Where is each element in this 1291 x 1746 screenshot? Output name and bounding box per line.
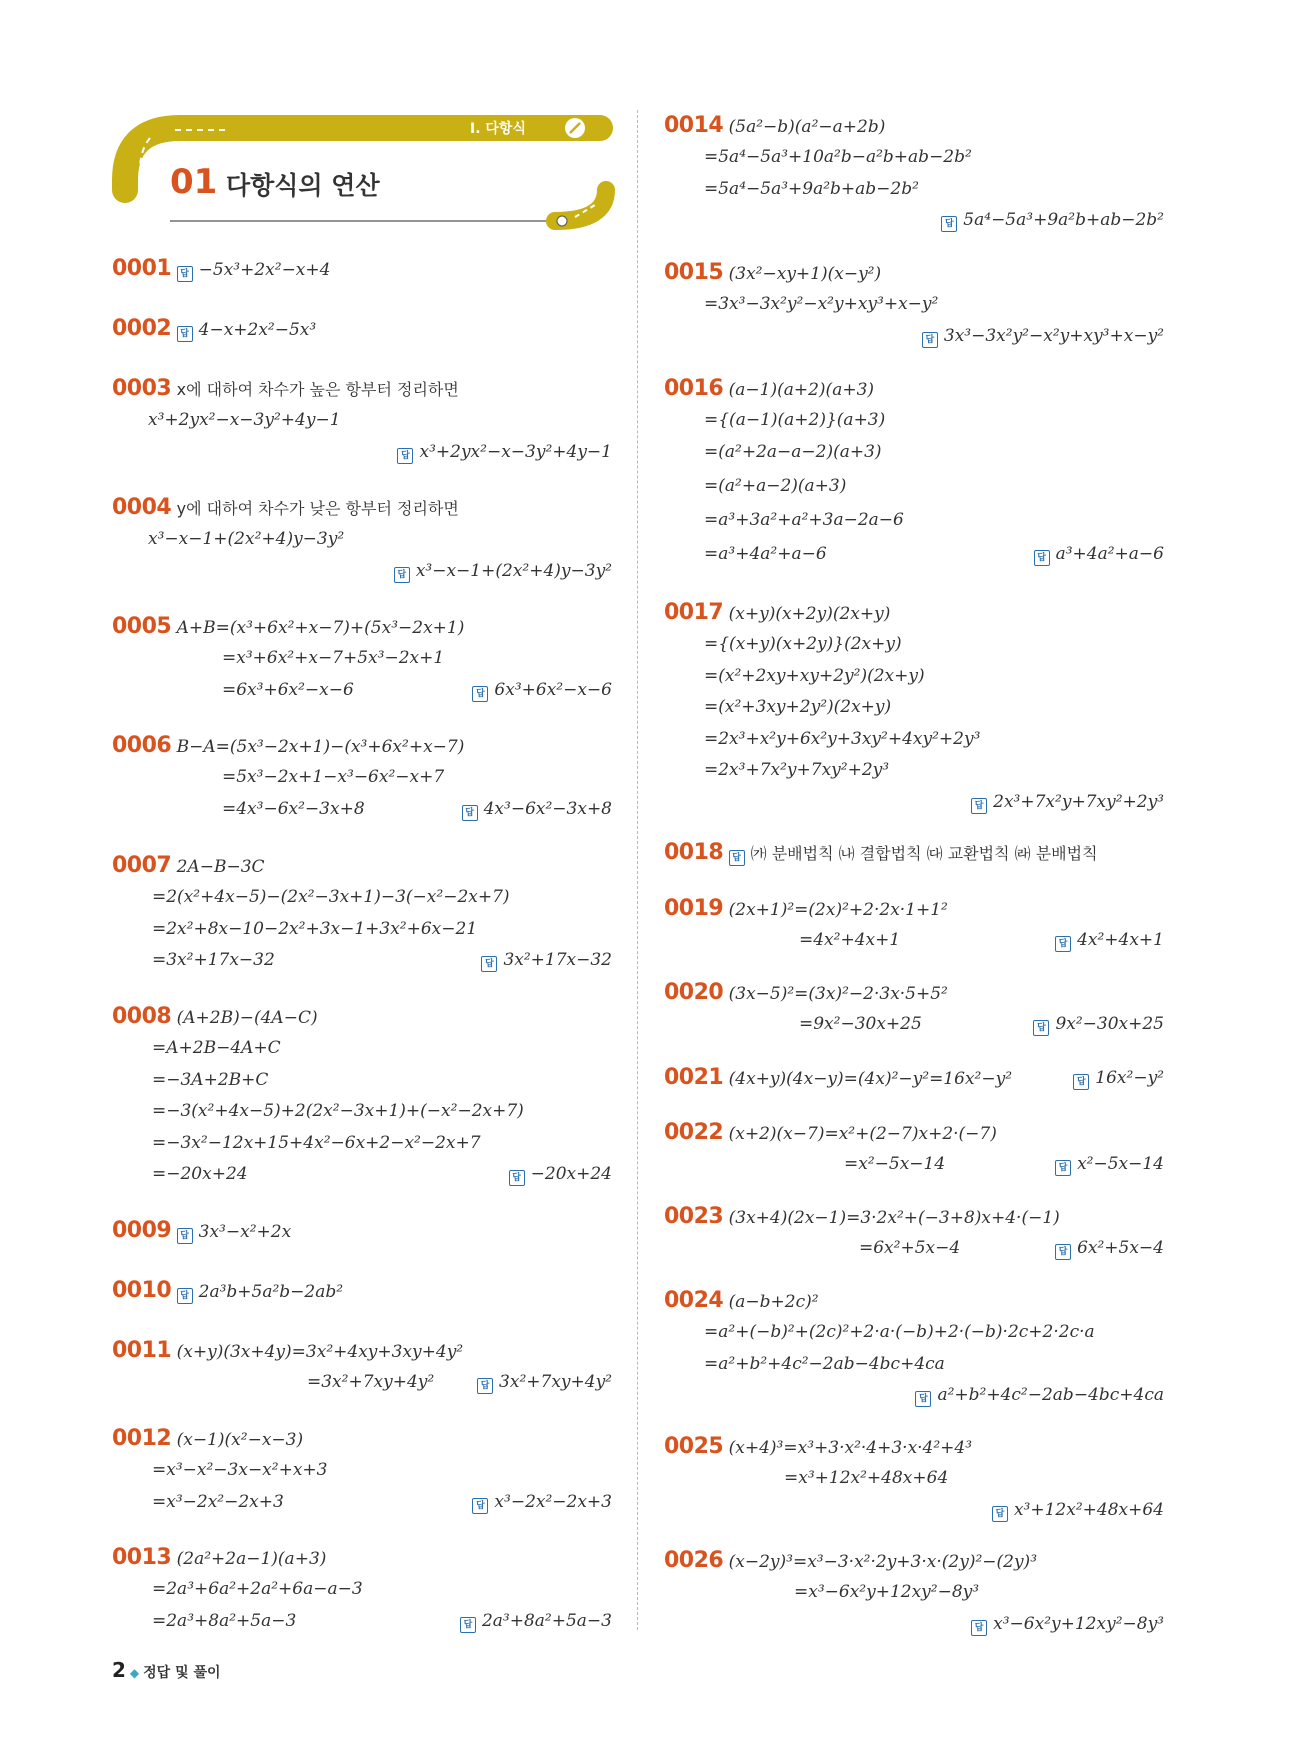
answer: a³+4a²+a−6 xyxy=(1055,544,1164,564)
solution-line: =5x³−2x+1−x³−6x²−x+7 xyxy=(222,767,445,787)
answer-mark-icon: 답 xyxy=(397,448,413,464)
solution-line: (x+4)³=x³+3·x²·4+3·x·4²+4³ xyxy=(728,1438,973,1458)
answer: 3x³−3x²y²−x²y+xy³+x−y² xyxy=(943,326,1164,346)
problem-number: 0010 xyxy=(112,1278,172,1303)
answer-mark-icon: 답 xyxy=(177,1288,193,1304)
answer-mark-icon: 답 xyxy=(941,216,957,232)
solution-line: (a−b+2c)² xyxy=(728,1292,819,1312)
answer: 2a³b+5a²b−2ab² xyxy=(198,1282,344,1302)
solution-line: =x³+6x²+x−7+5x³−2x+1 xyxy=(222,648,445,668)
answer-mark-icon: 답 xyxy=(509,1170,525,1186)
solution-line: =6x³+6x²−x−6 xyxy=(222,680,354,700)
problem-number: 0019 xyxy=(664,896,724,921)
solution-line: (x−1)(x²−x−3) xyxy=(176,1430,304,1450)
footer-label: 정답 및 풀이 xyxy=(143,1665,221,1681)
solution-line: =2a³+8a²+5a−3 xyxy=(152,1611,297,1631)
answer: 2x³+7x²y+7xy²+2y³ xyxy=(993,792,1164,812)
solution-line: =−3x²−12x+15+4x²−6x+2−x²−2x+7 xyxy=(152,1133,481,1153)
problem-number: 0014 xyxy=(664,113,724,138)
solution-line: =(a²+a−2)(a+3) xyxy=(704,476,847,496)
solution-line: =4x³−6x²−3x+8 xyxy=(222,799,365,819)
solution-line: (x+2)(x−7)=x²+(2−7)x+2·(−7) xyxy=(728,1124,997,1144)
answer: x³+2yx²−x−3y²+4y−1 xyxy=(419,442,612,462)
answer-mark-icon: 답 xyxy=(915,1391,931,1407)
problem-number: 0021 xyxy=(664,1065,724,1090)
answer-mark-icon: 답 xyxy=(992,1506,1008,1522)
problem-number: 0012 xyxy=(112,1426,172,1451)
answer: 4x²+4x+1 xyxy=(1077,930,1164,950)
chapter-number: 01 xyxy=(170,162,218,202)
solution-line: =x²−5x−14 xyxy=(844,1154,946,1174)
answer: 5a⁴−5a³+9a²b+ab−2b² xyxy=(963,210,1164,230)
problem-number: 0023 xyxy=(664,1204,724,1229)
answer-mark-icon: 답 xyxy=(394,567,410,583)
answer: −5x³+2x²−x+4 xyxy=(198,260,331,280)
chapter-title: 다항식의 연산 xyxy=(226,171,380,200)
answer-mark-icon: 답 xyxy=(922,332,938,348)
answer-mark-icon: 답 xyxy=(1033,1020,1049,1036)
answer: 16x²−y² xyxy=(1095,1068,1164,1088)
solution-line: x³−x−1+(2x²+4)y−3y² xyxy=(148,529,345,549)
solution-line: ㈎ 분배법칙 ㈏ 결합법칙 ㈐ 교환법칙 ㈑ 분배법칙 xyxy=(750,844,1098,863)
solution-line: =a³+4a²+a−6 xyxy=(704,544,827,564)
solution-line: 2A−B−3C xyxy=(176,857,265,877)
solution-line: (A+2B)−(4A−C) xyxy=(176,1008,318,1028)
answer: 6x³+6x²−x−6 xyxy=(494,680,612,700)
solution-line: =−3(x²+4x−5)+2(2x²−3x+1)+(−x²−2x+7) xyxy=(152,1101,524,1121)
solution-line: (3x+4)(2x−1)=3·2x²+(−3+8)x+4·(−1) xyxy=(728,1208,1060,1228)
solution-line: =a³+3a²+a²+3a−2a−6 xyxy=(704,510,904,530)
answer-mark-icon: 답 xyxy=(1055,936,1071,952)
solution-line: y에 대하여 차수가 낮은 항부터 정리하면 xyxy=(176,499,459,518)
answer: 3x³−x²+2x xyxy=(198,1222,292,1242)
solution-line: =x³−6x²y+12xy²−8y³ xyxy=(794,1582,980,1602)
answer-mark-icon: 답 xyxy=(462,805,478,821)
solution-line: ={(x+y)(x+2y)}(2x+y) xyxy=(704,634,902,654)
answer-mark-icon: 답 xyxy=(477,1378,493,1394)
solution-line: =(x²+2xy+xy+2y²)(2x+y) xyxy=(704,666,925,686)
solution-line: x에 대하여 차수가 높은 항부터 정리하면 xyxy=(176,380,459,399)
problem-number: 0018 xyxy=(664,840,724,865)
answer-mark-icon: 답 xyxy=(177,1228,193,1244)
solution-line: B−A=(5x³−2x+1)−(x³+6x²+x−7) xyxy=(176,737,465,757)
answer: x³−2x²−2x+3 xyxy=(494,1492,612,1512)
answer-mark-icon: 답 xyxy=(1073,1074,1089,1090)
answer-mark-icon: 답 xyxy=(1055,1244,1071,1260)
solution-line: =4x²+4x+1 xyxy=(799,930,901,950)
problem-number: 0003 xyxy=(112,376,172,401)
problem-number: 0005 xyxy=(112,614,172,639)
solution-line: =x³−2x²−2x+3 xyxy=(152,1492,284,1512)
answer: 6x²+5x−4 xyxy=(1077,1238,1164,1258)
answer: x³−6x²y+12xy²−8y³ xyxy=(993,1614,1164,1634)
section-label: Ⅰ. 다항식 xyxy=(470,121,526,137)
answer-mark-icon: 답 xyxy=(472,686,488,702)
answer-mark-icon: 답 xyxy=(481,956,497,972)
answer-mark-icon: 답 xyxy=(1034,550,1050,566)
problem-number: 0013 xyxy=(112,1545,172,1570)
answer: 9x²−30x+25 xyxy=(1055,1014,1164,1034)
solution-line: =5a⁴−5a³+10a²b−a²b+ab−2b² xyxy=(704,147,972,167)
solution-line: =6x²+5x−4 xyxy=(859,1238,961,1258)
problem-number: 0011 xyxy=(112,1338,172,1363)
answer: 2a³+8a²+5a−3 xyxy=(481,1611,612,1631)
solution-line: =−3A+2B+C xyxy=(152,1070,269,1090)
solution-line: =2x³+7x²y+7xy²+2y³ xyxy=(704,760,890,780)
answer: 3x²+7xy+4y² xyxy=(499,1372,612,1392)
answer-mark-icon: 답 xyxy=(729,850,745,866)
answer-mark-icon: 답 xyxy=(177,326,193,342)
problem-number: 0016 xyxy=(664,376,724,401)
solution-line: =3x²+17x−32 xyxy=(152,950,275,970)
problem-number: 0002 xyxy=(112,316,172,341)
solution-line: =x³+12x²+48x+64 xyxy=(784,1468,949,1488)
solution-line: x³+2yx²−x−3y²+4y−1 xyxy=(148,410,341,430)
problem-number: 0020 xyxy=(664,980,724,1005)
answer: x²−5x−14 xyxy=(1077,1154,1164,1174)
solution-line: A+B=(x³+6x²+x−7)+(5x³−2x+1) xyxy=(176,618,465,638)
solution-line: (3x²−xy+1)(x−y²) xyxy=(728,264,882,284)
solution-line: =3x³−3x²y²−x²y+xy³+x−y² xyxy=(704,294,939,314)
solution-line: =a²+b²+4c²−2ab−4bc+4ca xyxy=(704,1354,945,1374)
solution-line: =2x³+x²y+6x²y+3xy²+4xy²+2y³ xyxy=(704,729,981,749)
page-number: 2 xyxy=(112,1658,126,1682)
answer-mark-icon: 답 xyxy=(460,1617,476,1633)
solution-line: (2a²+2a−1)(a+3) xyxy=(176,1549,327,1569)
page-footer xyxy=(112,1658,221,1682)
solution-line: =(a²+2a−a−2)(a+3) xyxy=(704,442,882,462)
solution-line: (5a²−b)(a²−a+2b) xyxy=(728,117,886,137)
problem-number: 0024 xyxy=(664,1288,724,1313)
solution-line: =A+2B−4A+C xyxy=(152,1038,281,1058)
problem-number: 0025 xyxy=(664,1434,724,1459)
problem-number: 0001 xyxy=(112,256,172,281)
answer: x³+12x²+48x+64 xyxy=(1013,1500,1164,1520)
problem-number: 0008 xyxy=(112,1004,172,1029)
solution-line: (a−1)(a+2)(a+3) xyxy=(728,380,875,400)
solution-line: (x+y)(x+2y)(2x+y) xyxy=(728,604,891,624)
answer-mark-icon: 답 xyxy=(1055,1160,1071,1176)
answer: −20x+24 xyxy=(530,1164,612,1184)
solution-line: =3x²+7xy+4y² xyxy=(307,1372,435,1392)
answer-mark-icon: 답 xyxy=(971,798,987,814)
solution-line: =x³−x²−3x−x²+x+3 xyxy=(152,1460,328,1480)
problem-number: 0017 xyxy=(664,600,724,625)
solution-line: ={(a−1)(a+2)}(a+3) xyxy=(704,410,886,430)
solution-line: (x−2y)³=x³−3·x²·2y+3·x·(2y)²−(2y)³ xyxy=(728,1552,1038,1572)
answer: 3x²+17x−32 xyxy=(503,950,612,970)
problem-number: 0004 xyxy=(112,495,172,520)
solution-line: (3x−5)²=(3x)²−2·3x·5+5² xyxy=(728,984,948,1004)
solution-line: =2(x²+4x−5)−(2x²−3x+1)−3(−x²−2x+7) xyxy=(152,887,510,907)
answer-mark-icon: 답 xyxy=(472,1498,488,1514)
answer: 4x³−6x²−3x+8 xyxy=(483,799,612,819)
answer: 4−x+2x²−5x³ xyxy=(198,320,317,340)
answer-mark-icon: 답 xyxy=(177,266,193,282)
chapter-header-graphic xyxy=(0,0,640,240)
solution-line: =2a³+6a²+2a²+6a−a−3 xyxy=(152,1579,363,1599)
problem-number: 0015 xyxy=(664,260,724,285)
problem-number: 0026 xyxy=(664,1548,724,1573)
problem-number: 0007 xyxy=(112,853,172,878)
answer: a²+b²+4c²−2ab−4bc+4ca xyxy=(937,1385,1164,1405)
solution-line: =(x²+3xy+2y²)(2x+y) xyxy=(704,697,892,717)
solution-line: =5a⁴−5a³+9a²b+ab−2b² xyxy=(704,179,919,199)
problem-number: 0009 xyxy=(112,1218,172,1243)
solution-line: =9x²−30x+25 xyxy=(799,1014,922,1034)
solution-line: =a²+(−b)²+(2c)²+2·a·(−b)+2·(−b)·2c+2·2c·a xyxy=(704,1322,1095,1342)
answer: x³−x−1+(2x²+4)y−3y² xyxy=(415,561,612,581)
solution-line: (2x+1)²=(2x)²+2·2x·1+1² xyxy=(728,900,948,920)
column-divider xyxy=(637,110,638,1630)
problem-number: 0022 xyxy=(664,1120,724,1145)
solution-line: (4x+y)(4x−y)=(4x)²−y²=16x²−y² xyxy=(728,1069,1013,1089)
diamond-icon: ◆ xyxy=(129,1666,140,1680)
problem-number: 0006 xyxy=(112,733,172,758)
solution-line: =2x²+8x−10−2x²+3x−1+3x²+6x−21 xyxy=(152,919,478,939)
solution-line: (x+y)(3x+4y)=3x²+4xy+3xy+4y² xyxy=(176,1342,464,1362)
solution-line: =−20x+24 xyxy=(152,1164,248,1184)
answer-mark-icon: 답 xyxy=(971,1620,987,1636)
